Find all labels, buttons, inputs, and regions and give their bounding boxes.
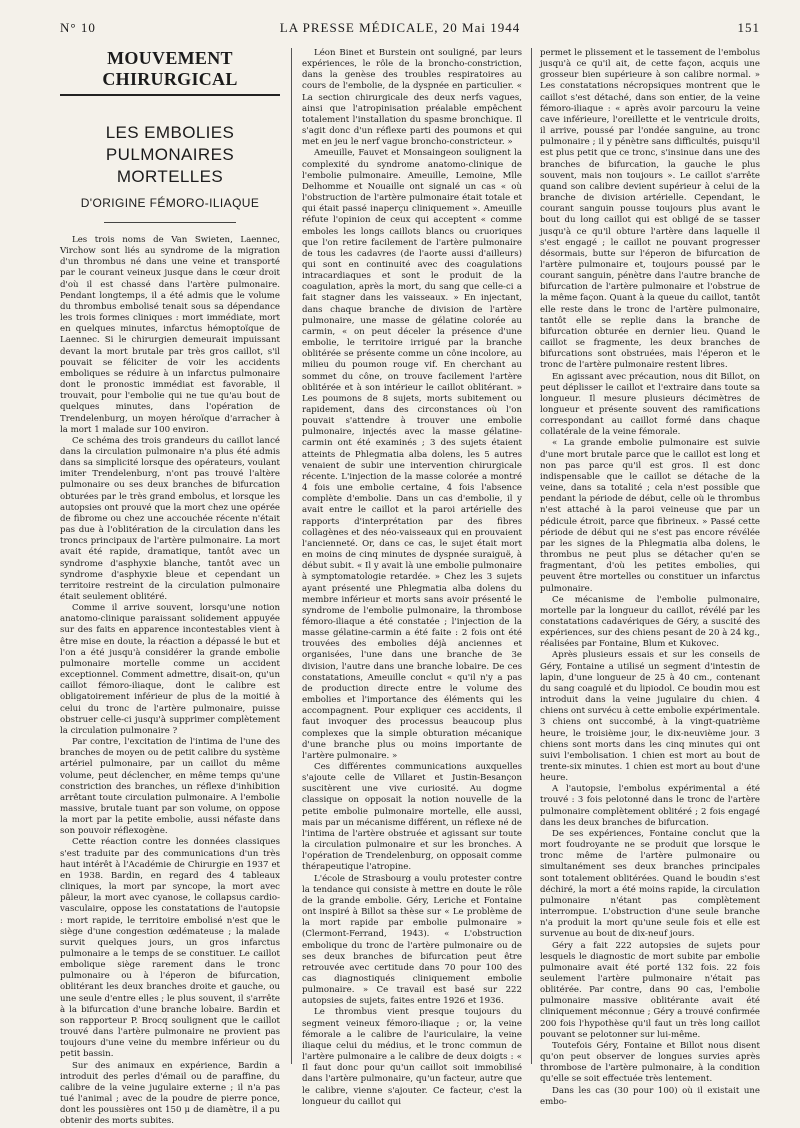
article-title-line-2: MORTELLES	[116, 167, 224, 186]
paragraph: De ses expériences, Fontaine conclut que la mort foudroyante ne se produit que lorsque le tronc même de l'artère pulmonaire ou simultanément ses deux branches principales sont totalement oblitérées. Quand le boudin s'est déchiré, la mort a été moins rapide, la circulation pulmonaire n'étant pas complètement interrompue. L'obstruction d'une seule branche n'a produit la mort qu'une seule fois et elle est survenue au bout de dix-neuf jours.	[540, 828, 760, 940]
paragraph: « La grande embolie pulmonaire est suivie d'une mort brutale parce que le caillot est long et non pas parce qu'il est gros. Il est donc indispensable que le caillot se détache de la veine, dans sa totalité ; cela n'est possible que pendant la période de début, celle où le thrombus n'est attaché à la paroi veineuse que par un pédicule étroit, parce que fibrineux. » Passé cette période de début qui ne s'est pas encore révélée par les signes de la Phlegmatia alba dolens, le thrombus ne peut plus se détacher qu'en se fragmentant, d'où les petites embolies, qui peuvent être mortelles ou constituer un infarctus pulmonaire.	[540, 438, 760, 594]
section-divider	[60, 94, 280, 96]
column-3	[540, 48, 760, 1107]
section-title: MOUVEMENT CHIRURGICAL	[102, 48, 238, 89]
column-divider	[291, 48, 292, 1064]
column-1	[60, 48, 280, 1127]
title-divider	[104, 222, 236, 223]
column-divider	[531, 48, 532, 1064]
article-title-line-1: LES EMBOLIES PULMONAIRES	[105, 123, 235, 164]
paragraph: permet le plissement et le tassement de l'embolus jusqu'à ce qu'il ait, de cette façon, acquis une grosseur bien supérieure à son calibre normal. » Les constatations nécropsiques montrent que le caillot s'est détaché, dans son entier, de la veine fémoro-iliaque : « après avoir parcouru la veine cave inférieure, l'oreillette et le ventricule droits, il arrive, poussé par l'ondée sanguine, au tronc pulmonaire ; il y pénètre sans difficultés, puisqu'il est plus petit que ce tronc, s'insinue dans une des branches de bifurcation, la gauche le plus souvent, mais non toujours ». Le caillot s'arrête quand son calibre devient supérieur à celui de la branche de division artérielle. Cependant, le courant sanguin pousse toujours plus avant le bout du long caillot qui est obligé de se tasser jusqu'à ce qu'il obture l'artère dans laquelle il s'est engagé ; le caillot ne pouvant progresser désormais, butte sur l'éperon de bifurcation de l'artère pulmonaire et, toujours poussé par le courant sanguin, pénètre dans l'autre branche de bifurcation de l'artère pulmonaire et l'obstrue de la même façon. Quant à la queue du caillot, tantôt elle reste dans le tronc de l'artère pulmonaire, tantôt elle se replie dans la branche de bifurcation obturée en dernier lieu. Quand le caillot se fragmente, les deux branches de bifurcations sont obstruées, mais l'éperon et le tronc de l'artère pulmonaire restent libres.	[540, 48, 760, 371]
paragraph: Comme il arrive souvent, lorsqu'une notion anatomo-clinique paraissant solidement appuyée sur des faits en apparence incontestables vient à être mise en doute, la réaction a dépassé le but et l'on a été jusqu'à considérer la grande embolie pulmonaire mortelle comme un accident exceptionnel. Comment admettre, disait-on, qu'un caillot fémoro-iliaque, dont le calibre est obligatoirement inférieur de plus de la moitié à celui du tronc de l'artère pulmonaire, puisse obstruer celle-ci jusqu'à supprimer complètement la circulation pulmonaire ?	[60, 603, 280, 736]
paragraph: Le thrombus vient presque toujours du segment veineux fémoro-iliaque ; or, la veine fémorale a le calibre de l'auriculaire, la veine iliaque celui du médius, et le tronc commun de l'artère pulmonaire a le calibre de deux doigts : « Il faut donc pour qu'un caillot soit immobilisé dans l'artère pulmonaire, qu'un facteur, autre que le calibre, vienne s'ajouter. Ce facteur, c'est la longueur du caillot qui	[302, 1007, 522, 1107]
column-2	[302, 48, 522, 1107]
paragraph: Ce mécanisme de l'embolie pulmonaire, mortelle par la longueur du caillot, révélé par les constatations cadavériques de Géry, a suscité des expériences, sur des chiens pesant de 20 à 24 kg., réalisées par Fontaine, Blum et Kukovec.	[540, 594, 760, 650]
article-title	[60, 122, 280, 188]
page-number: 151	[737, 20, 760, 35]
paragraph: Ce schéma des trois grandeurs du caillot lancé dans la circulation pulmonaire n'a plus été admis dans sa simplicité lorsque des opérateurs, voulant imiter Trendelenburg, n'ont pas trouvé l'altère pulmonaire ou ses deux branches de bifurcation obturées par le très grand embolus, et lorsque les autopsies ont prouvé que la mort chez une opérée de fibrome ou chez une accouchée récente n'était pas due à l'oblitération de la circulation dans les troncs principaux de l'artère pulmonaire. La mort avait été rapide, dramatique, tantôt avec un syndrome d'asphyxie blanche, tantôt avec un syndrome d'asphyxie bleue et cependant un territoire restreint de la circulation pulmonaire était seulement oblitéré.	[60, 435, 280, 602]
paragraph: Toutefois Géry, Fontaine et Billot nous disent qu'on peut observer de longues survies après thrombose de l'artère pulmonaire, à la condition qu'elle se soit effectuée très lentement.	[540, 1040, 760, 1085]
paragraph: Après plusieurs essais et sur les conseils de Géry, Fontaine a utilisé un segment d'intestin de lapin, d'une longueur de 25 à 40 cm., contenant du sang coagulé et du lipiodol. Ce boudin mou est introduit dans la veine jugulaire du chien. 4 chiens ont survécu à cette embolie expérimentale. 3 chiens ont succombé, à la vingt-quatrième heure, le troisième jour, le dix-neuvième jour. 3 chiens sont morts dans les cinq minutes qui ont suivi l'embolisation. 1 chien est mort au bout de trente-six minutes. 1 chien est mort au bout d'une heure.	[540, 650, 760, 784]
paragraph: L'école de Strasbourg a voulu protester contre la tendance qui consiste à mettre en doute le rôle de la grande embolie. Géry, Leriche et Fontaine ont inspiré à Billot sa thèse sur « Le problème de la mort rapide par embolie pulmonaire » (Clermont-Ferrand, 1943). « L'obstruction embolique du tronc de l'artère pulmonaire ou de ses deux branches de bifurcation peut être retrouvée avec certitude dans 70 pour 100 des cas diagnostiqués cliniquement embolie pulmonaire. » Ce travail est basé sur 222 autopsies de sujets, faites entre 1926 et 1936.	[302, 873, 522, 1007]
paragraph: En agissant avec précaution, nous dit Billot, on peut déplisser le caillot et l'extraire dans toute sa longueur. Il mesure plusieurs décimètres de longueur et présente souvent des ramifications correspondant au caillot formé dans chaque collatérale de la veine fémorale.	[540, 371, 760, 438]
paragraph: Sur des animaux en expérience, Bardin a introduit des perles d'émail ou de paraffine, du calibre de la veine jugulaire externe ; il n'a pas tué l'animal ; avec de la poudre de pierre ponce, dont les poussières ont 150 μ de diamètre, il a pu obtenir des morts subites.	[60, 1060, 280, 1127]
journal-title: LA PRESSE MÉDICALE, 20 Mai 1944	[279, 20, 521, 35]
paragraph: Ces différentes communications auxquelles s'ajoute celle de Villaret et Justin-Besançon suscitèrent une vive curiosité. Au dogme classique on opposait la notion nouvelle de la petite embolie pulmonaire mortelle, elle aussi, mais par un mécanisme différent, un réflexe né de l'intima de l'artère obstruée et agissant sur toute la circulation pulmonaire et sur les bronches. A l'opération de Trendelenburg, on opposait comme thérapeutique l'atropine.	[302, 762, 522, 873]
paragraph: Dans les cas (30 pour 100) où il existait une embo-	[540, 1085, 760, 1107]
paragraph: Géry a fait 222 autopsies de sujets pour lesquels le diagnostic de mort subite par embolie pulmonaire avait été porté 132 fois. 22 fois seulement l'artère pulmonaire n'était pas oblitérée. Par contre, dans 90 cas, l'embolie pulmonaire massive oblitérante avait été cliniquement méconnue ; Géry a trouvé confirmée 200 fois l'hypothèse qu'il faut un très long caillot pouvant se pelotonner sur lui-même.	[540, 940, 760, 1040]
page-header	[60, 20, 760, 40]
paragraph: Les trois noms de Van Swieten, Laennec, Virchow sont liés au syndrome de la migration d'un thrombus né dans une veine et transporté par le courant veineux jusque dans le cœur droit d'où il est chassé dans l'artère pulmonaire. Pendant longtemps, il a été admis que le volume du thrombus embolisé tenait sous sa dépendance les trois formes cliniques : mort immédiate, mort en quelques minutes, infarctus hémoptoïque de Laennec. Si le chirurgien demeurait impuissant devant la mort brutale par très gros caillot, s'il pouvait se féliciter de voir les accidents emboliques se réduire à un infarctus pulmonaire dont le pronostic immédiat est favorable, il trouvait, pour l'embolie qui ne tue qu'au bout de quelques minutes, dans l'opération de Trendelenburg, un moyen héroïque d'arracher à la mort 1 malade sur 100 environ.	[60, 235, 280, 435]
article-subtitle: D'ORIGINE FÉMORO-ILIAQUE	[80, 196, 260, 210]
paragraph: Léon Binet et Burstein ont souligné, par leurs expériences, le rôle de la broncho-constriction, dans la genèse des troubles respiratoires au cours de l'embolie, de la dyspnée en particulier. « La section chirurgicale des deux nerfs vagues, ainsi que l'atropinisation préalable empêchent totalement l'installation du spasme bronchique. Il s'agit donc d'un réflexe parti des poumons et qui met en jeu le nerf vague broncho-constricteur. »	[302, 48, 522, 148]
paragraph: Ameuille, Fauvet et Monsaingeon soulignent la complexité du syndrome anatomo-clinique de l'embolie pulmonaire. Ameuille, Lemoine, Mlle Delhomme et Nouaille ont signalé un cas « où l'obstruction de l'artère pulmonaire était totale et qui était passé inaperçu cliniquement ». Ameuille réfute l'opinion de ceux qui acceptent « comme emboles les longs caillots blancs ou cruoriques que l'on retire facilement de l'artère pulmonaire de tous les cadavres (de l'aorte aussi d'ailleurs) qui sont en continuité avec des coagulations intracardiaques et sont le produit de la coagulation, après la mort, du sang que celle-ci a fait stagner dans les vaisseaux. » En injectant, dans chaque branche de division de l'artère pulmonaire, une masse de gélatine colorée au carmin, « on peut déceler la présence d'une embolie, le territoire irrigué par la branche oblitérée se présente comme un cône incolore, au milieu du poumon rouge vif. En cherchant au sommet du cône, on trouve facilement l'artère oblitérée et à son intérieur le caillot oblitérant. » Les poumons de 8 sujets, morts subitement ou rapidement, dans des circonstances où l'on pouvait s'attendre à trouver une embolie pulmonaire, injectés avec la masse gélatine-carmin ont été examinés ; 3 des sujets étaient atteints de Phlegmatia alba dolens, les 5 autres venaient de subir une intervention chirurgicale récente. L'injection de la masse colorée a montré 4 fois une embolie certaine, 4 fois l'absence complète d'embolie. Dans un cas d'embolie, il y avait entre le caillot et la paroi artérielle des rapports d'interprétation par des fibres collagènes et des néo-vaisseaux qui en prouvaient l'ancienneté. Or, dans ce cas, le sujet était mort en moins de cinq minutes de dyspnée suraiguë, à début subit. « Il y avait là une embolie pulmonaire à symptomatologie retardée. » Chez les 3 sujets ayant présenté une Phlegmatia alba dolens du membre inférieur et morts sans avoir présenté le syndrome de l'embolie pulmonaire, la thrombose fémoro-iliaque a été constatée ; l'injection de la masse gélatine-carmin a été faite : 2 fois ont été trouvées des embolies déjà anciennes et organisées, l'une dans une branche de 3e division, l'autre dans une branche lobaire. De ces constatations, Ameuille conclut « qu'il n'y a pas de production directe entre le volume des embolies et l'importance des éléments qui les accompagnent. Pour expliquer ces accidents, il faut invoquer des processus beaucoup plus complexes que la simple obturation mécanique d'une branche plus ou moins importante de l'artère pulmonaire. »	[302, 148, 522, 761]
issue-number: N° 10	[60, 20, 96, 35]
paragraph: A l'autopsie, l'embolus expérimental a été trouvé : 3 fois pelotonné dans le tronc de l'artère pulmonaire complètement oblitéré ; 2 fois engagé dans les deux branches de bifurcation.	[540, 784, 760, 828]
paragraph: Cette réaction contre les données classiques s'est traduite par des communications d'un très haut intérêt à l'Académie de Chirurgie en 1937 et en 1938. Bardin, en regard des 4 tableaux cliniques, la mort par syncope, la mort avec pâleur, la mort avec cyanose, le collapsus cardio-vasculaire, oppose les constatations de l'autopsie : mort rapide, le territoire embolisé n'est que le siège d'une congestion œdémateuse ; la malade survit quelques jours, un gros infarctus pulmonaire a le temps de se constituer. Le caillot embolique siège rarement dans le tronc pulmonaire ou à l'éperon de bifurcation, oblitérant les deux branches droite et gauche, ou une seule d'entre elles ; le plus souvent, il s'arrête à la bifurcation d'une branche lobaire. Bardin et son rapporteur P. Brocq soulignent que le caillot trouvé dans l'artère pulmonaire ne provient pas toujours d'une veine du membre inférieur ou du petit bassin.	[60, 837, 280, 1060]
paragraph: Par contre, l'excitation de l'intima de l'une des branches de moyen ou de petit calibre du système artériel pulmonaire, par un caillot du même volume, peut déclencher, en même temps qu'une constriction des branches, un réflexe d'inhibition arrêtant toute circulation pulmonaire. A l'embolie massive, brutale tuant par son volume, on oppose la mort par la petite embolie, aussi néfaste dans son pouvoir réflexogène.	[60, 737, 280, 837]
